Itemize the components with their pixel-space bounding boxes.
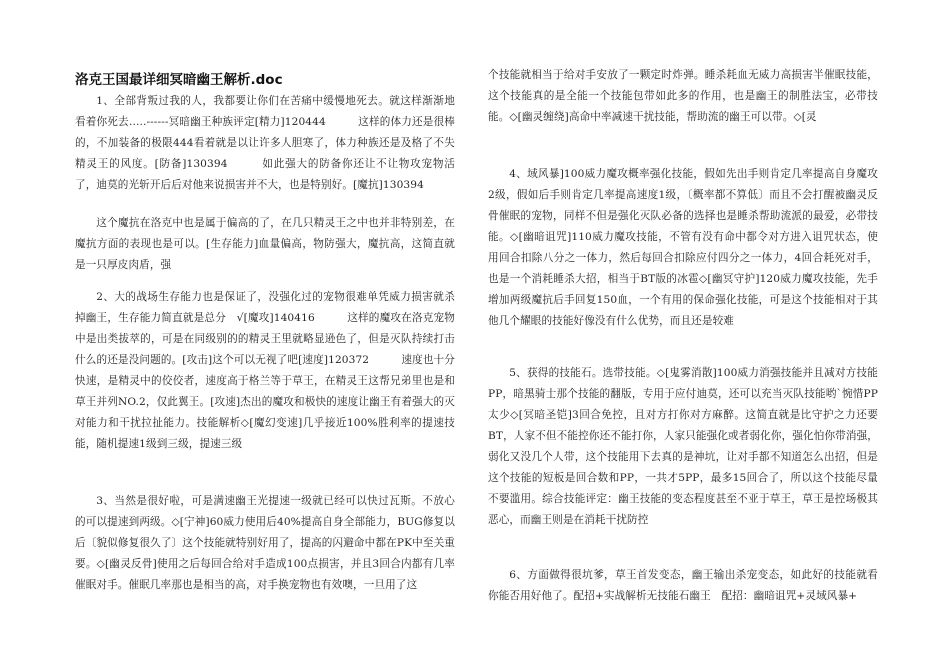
right-paragraph-2: 4、域风暴]100威力魔攻概率强化技能，假如先出手则肯定几率提高自身魔攻2级，假如后手则肯定几率提高速度1级，〔概率都不算低〕而且不会打醒被幽灵反骨催眠的宠物，同样不但是强化灭队必备的选择也是睡杀帮助流派的最爱，必带技能。◇[幽暗诅咒]110威力魔攻技能，不管有没有命中都令对方进入诅咒状态，使用回合扣除八分之一体力，然后每回合扣除应付四分之一体力，4回合耗死对手，也是一个消耗睡杀大招，相当于BT版的冰雹◇[幽冥守护]120威力魔攻技能，先手增加两级魔抗后手回复150血，一个有用的保命强化技能，可是这个技能相对于其他几个耀眼的技能好像没有什么优势，而且还是较难 [488,168,878,327]
right-paragraph-3: 5、获得的技能石。选带技能。◇[鬼雾消散]100威力消强技能并且减对方技能PP，暗黑骑士那个技能的翻版，专用于应付迪莫，还可以充当灭队技能哟`惋惜PP太少◇[冥暗圣铠]3回合免控，且对方打你对方麻醉。这简直就是比守护之力还要BT，人家不但不能控你还不能打你，人家只能强化或者弱化你，强化怕你带消强，弱化又没几个人带，这个技能用下去真的是神坑，让对手都不知道怎么出招，但是这个技能的短板是回合数和PP，一共才5PP，最多15回合了，所以这个技能尽量不要滥用。综合技能评定：幽王技能的变态程度甚至不亚于草王，草王是控场极其恶心，而幽王则是在消耗干扰防控 [488,367,878,526]
left-paragraph-3: 2、大的战场生存能力也是保证了，没强化过的宠物很难单凭威力损害就杀掉幽王，生存能力简直就是总分 √[魔攻]140416 这样的魔攻在洛克宠物中是出类拔萃的，可是在同级别的的精灵王里就略显逊色了，但是灭队持续打击什么的还是没问题的。[攻击]这个可以无视了吧[速度]120372 速度也十分快速，是精灵中的佼佼者，速度高于格兰等于草王，在精灵王这帮兄弟里也是和草王并列NO.2，仅此翼王。[攻速]杰出的魔攻和极快的速度让幽王有着强大的灭对能力和干扰拉扯能力。技能解析◇[魔幻变速]几乎接近100%胜利率的提速技能，随机提速1级到三级，提速三级 [75,291,455,450]
left-paragraph-1: 1、全部背叛过我的人，我都要让你们在苦痛中缓慢地死去。就这样渐渐地看着你死去…..------冥暗幽王种族评定[精力]120444 这样的体力还是很棒的，不加装备的极限444看着就是以让许多人胆寒了，体力种族还是及格了不失精灵王的风度。[防备]130394 如此强大的防备你还让不让物攻宠物活了，迪莫的光斩开后后对他来说损害并不大，也是特别好。[魔抗]130394 [75,95,455,191]
left-paragraph-4: 3、当然是很好啦，可是满速幽王光提速一级就已经可以快过瓦斯。不放心的可以提速到两级。◇[宁神]60威力使用后40%提高自身全部能力，BUG修复以后〔貌似修复很久了〕这个技能就特别好用了，提高的闪避命中都在PK中至关重要。◇[幽灵反骨]使用之后每回合给对手造成100点损害，并且3回合内都有几率催眠对手。催眠几率那也是相当的高，对手换宠物也有效噢，一旦用了这 [75,495,455,591]
document-title: 洛克王国最详细冥暗幽王解析.doc [75,72,283,88]
right-paragraph-1: 个技能就相当于给对手安放了一颗定时炸弹。睡杀耗血无威力高损害半催眠技能，这个技能真的是全能一个技能包带如此多的作用，也是幽王的制胜法宝，必带技能。◇[幽灵缠绕]高命中率减速干扰技能，帮助流的幽王可以带。◇[灵 [488,69,878,123]
left-paragraph-2: 这个魔抗在洛克中也是属于偏高的了，在几只精灵王之中也并非特别差，在魔抗方面的表现也是可以。[生存能力]血量偏高，物防强大，魔抗高，这简直就是一只厚皮肉盾，强 [75,217,455,271]
right-paragraph-4: 6、方面做得很坑爹，草王首发变态，幽王输出杀宠变态，如此好的技能就看你能否用好他了。配招+实战解析无技能石幽王 配招：幽暗诅咒+灵域风暴+ [488,569,878,602]
